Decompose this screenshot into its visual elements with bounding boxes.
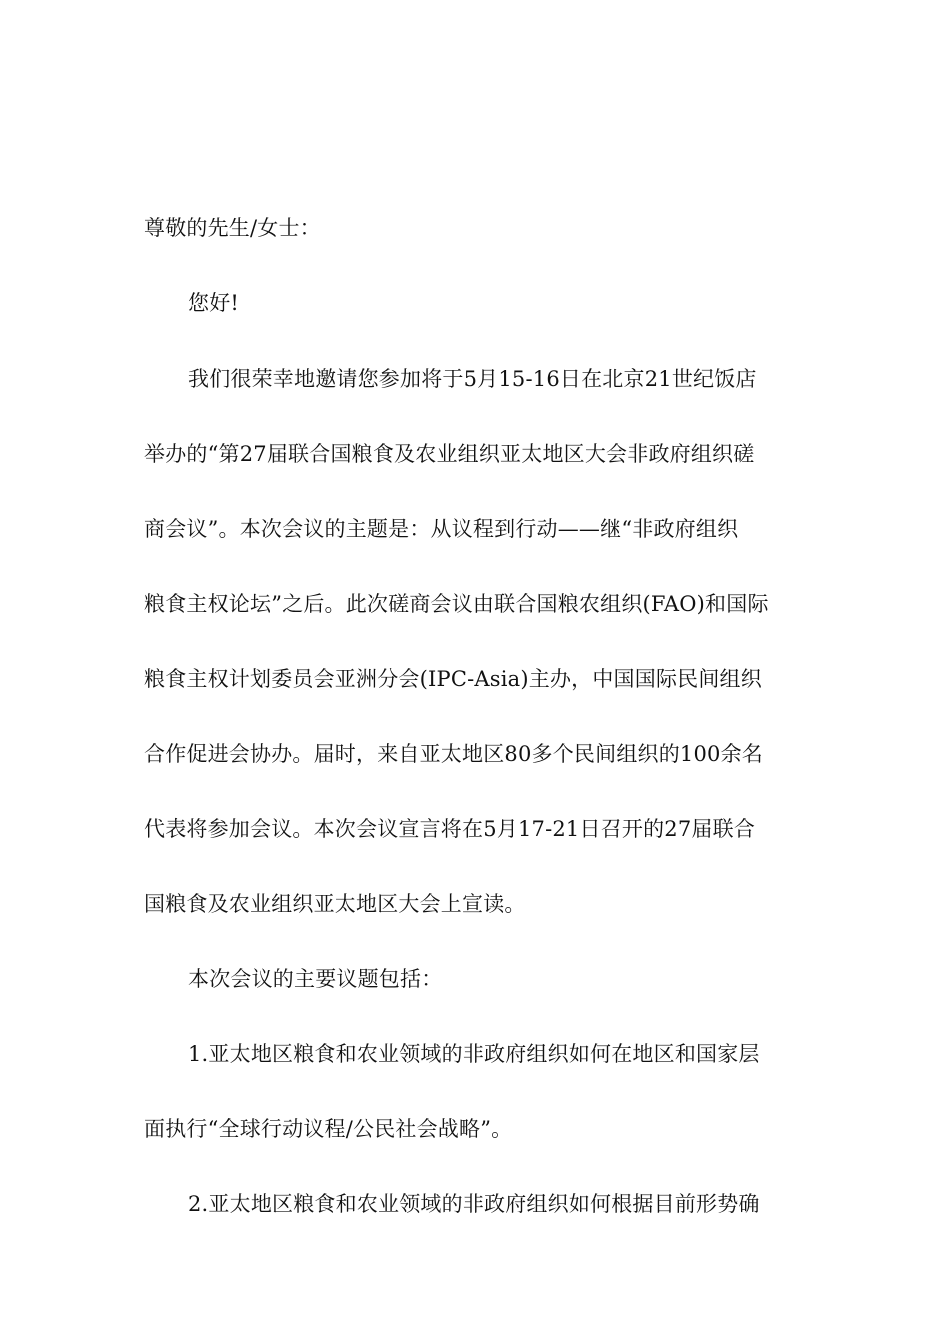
intro-line: 粮食主权计划委员会亚洲分会(IPC-Asia)主办，中国国际民间组织 xyxy=(144,667,762,691)
intro-line: 代表将参加会议。本次会议宣言将在5月17-21日召开的27届联合 xyxy=(144,817,756,841)
greeting: 您好! xyxy=(188,291,240,315)
salutation: 尊敬的先生/女士： xyxy=(144,216,321,240)
intro-line: 商会议”。本次会议的主题是：从议程到行动——继“非政府组织 xyxy=(144,517,739,541)
topics-heading: 本次会议的主要议题包括： xyxy=(188,967,443,991)
topic-1-line: 1.亚太地区粮食和农业领域的非政府组织如何在地区和国家层 xyxy=(188,1042,760,1066)
document-page xyxy=(144,0,814,1344)
intro-line: 粮食主权论坛”之后。此次磋商会议由联合国粮农组织(FAO)和国际 xyxy=(144,592,769,616)
topic-2-line: 2.亚太地区粮食和农业领域的非政府组织如何根据目前形势确 xyxy=(188,1192,760,1216)
intro-line: 国粮食及农业组织亚太地区大会上宣读。 xyxy=(144,892,526,916)
intro-line: 我们很荣幸地邀请您参加将于5月15-16日在北京21世纪饭店 xyxy=(188,367,757,391)
intro-line: 合作促进会协办。届时，来自亚太地区80多个民间组织的100余名 xyxy=(144,742,764,766)
topic-1-line: 面执行“全球行动议程/公民社会战略”。 xyxy=(144,1117,513,1141)
intro-line: 举办的“第27届联合国粮食及农业组织亚太地区大会非政府组织磋 xyxy=(144,442,755,466)
